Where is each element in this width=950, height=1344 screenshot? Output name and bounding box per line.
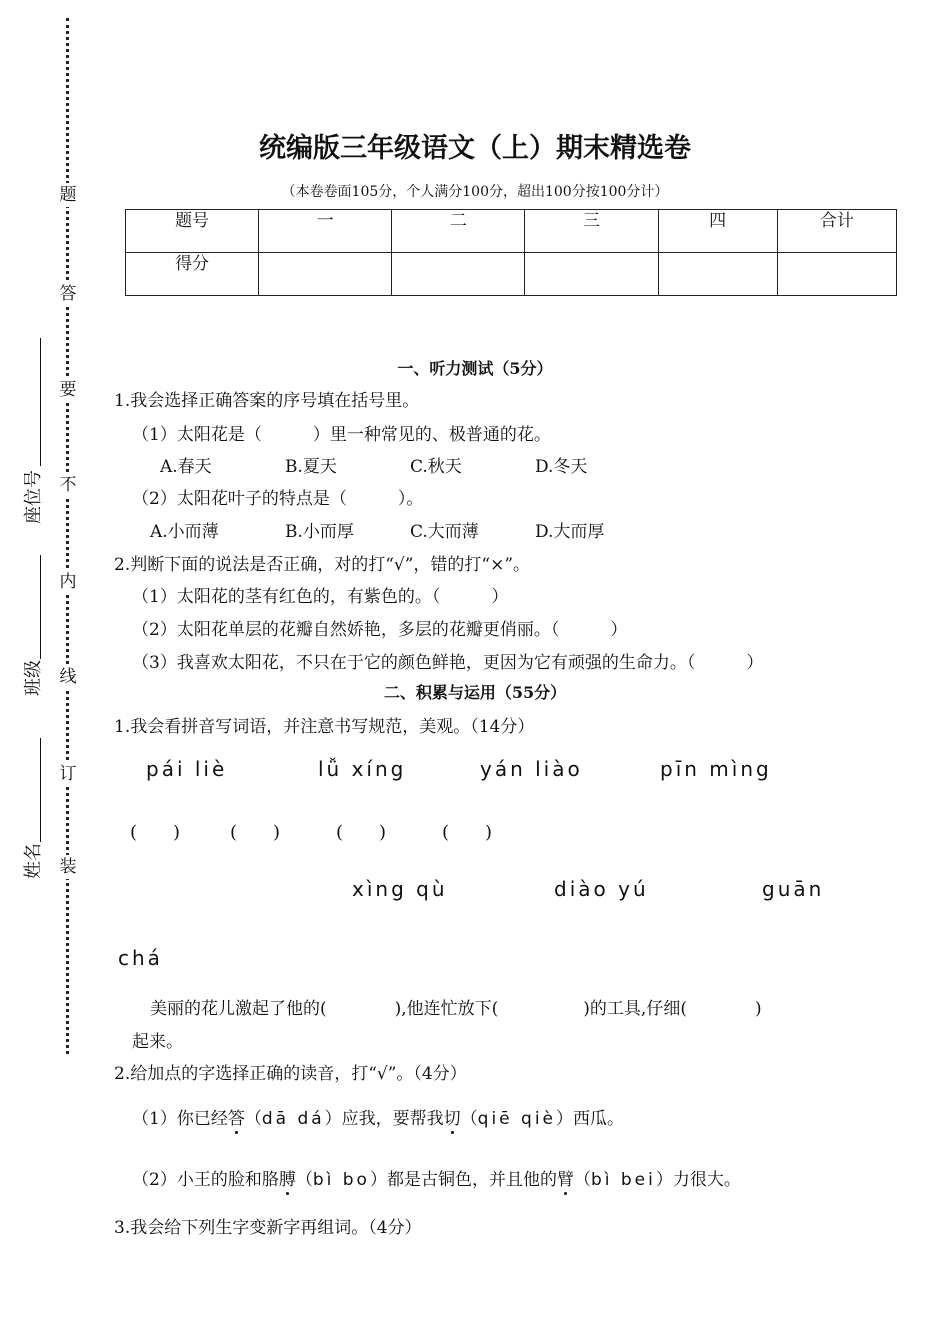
- text-span: ）力很大。: [655, 1170, 741, 1190]
- name-field[interactable]: [8, 738, 52, 888]
- question-text: （1）太阳花是（ ）里一种常见的、极普通的花。: [132, 425, 551, 445]
- pinyin-text: chá: [118, 946, 163, 970]
- text-span: ）应我，要帮我: [324, 1109, 444, 1129]
- seal-char: 装: [59, 857, 77, 877]
- answer-blank[interactable]: ( ): [442, 822, 493, 843]
- option-text: A.小而薄: [150, 522, 219, 542]
- question-text: 2.判断下面的说法是否正确，对的打“√”，错的打“×”。: [114, 555, 531, 575]
- question-text: （2）太阳花叶子的特点是（ ）。: [132, 489, 424, 509]
- pinyin-text: xìng qù: [352, 877, 448, 901]
- seal-char: 题: [59, 185, 77, 205]
- binding-dotted-line: [66, 18, 69, 1054]
- name-label: 姓名: [23, 843, 44, 879]
- option-text: D.冬天: [535, 457, 588, 477]
- option-text: A.春天: [160, 457, 212, 477]
- score-table-cell: 三: [525, 210, 658, 253]
- score-table-cell: 合计: [777, 210, 896, 253]
- answer-blank[interactable]: ( ): [230, 822, 281, 843]
- fill-sentence: 起来。: [132, 1032, 183, 1052]
- pinyin-choice[interactable]: bì bei: [590, 1170, 656, 1190]
- text-span: ）都是古铜色，并且他的: [369, 1170, 557, 1190]
- seat-number-label: 座位号: [23, 470, 44, 524]
- pinyin-choice[interactable]: dā dá: [261, 1109, 325, 1129]
- dotted-char: 切: [443, 1109, 461, 1129]
- score-input-cell[interactable]: [259, 253, 392, 296]
- question-text: （2）太阳花单层的花瓣自然娇艳，多层的花瓣更俏丽。（ ）: [132, 620, 628, 640]
- option-text: B.夏天: [285, 457, 337, 477]
- seal-char: 不: [59, 475, 77, 495]
- score-input-cell[interactable]: [658, 253, 777, 296]
- pinyin-text: guān: [762, 877, 825, 901]
- pinyin-text: diào yú: [554, 877, 649, 901]
- option-text: C.秋天: [410, 457, 462, 477]
- pinyin-choice[interactable]: bì bo: [312, 1170, 370, 1190]
- pinyin-choice[interactable]: qiē qiè: [477, 1109, 557, 1129]
- reading-question: [132, 1165, 741, 1190]
- option-text: B.小而厚: [285, 522, 354, 542]
- reading-question: [132, 1104, 624, 1129]
- name-underline: [40, 738, 41, 842]
- class-label: 班级: [23, 660, 44, 696]
- pinyin-text: pīn mìng: [660, 757, 772, 781]
- question-text: （1）太阳花的茎有红色的，有紫色的。（ ）: [132, 587, 509, 607]
- pinyin-text: pái liè: [146, 757, 228, 781]
- score-table-score-row: [126, 253, 897, 296]
- option-text: C.大而薄: [410, 522, 479, 542]
- text-span: （: [244, 1109, 262, 1129]
- option-text: D.大而厚: [535, 522, 605, 542]
- seal-char: 线: [59, 667, 77, 687]
- score-table-cell: 二: [392, 210, 525, 253]
- seal-char: 订: [59, 764, 77, 784]
- section-heading: 一、听力测试（5分）: [397, 359, 553, 378]
- page-title: 统编版三年级语文（上）期末精选卷: [259, 133, 691, 164]
- score-input-cell[interactable]: [525, 253, 658, 296]
- score-table-cell: 题号: [126, 210, 259, 253]
- score-table-cell: 四: [658, 210, 777, 253]
- dotted-char: 臂: [556, 1170, 574, 1190]
- answer-blank[interactable]: ( ): [130, 822, 181, 843]
- question-text: 1.我会看拼音写词语，并注意书写规范，美观。（14分）: [114, 717, 535, 737]
- text-span: （: [295, 1170, 313, 1190]
- seal-char: 答: [59, 284, 77, 304]
- question-text: 2.给加点的字选择正确的读音，打“√”。（4分）: [114, 1064, 467, 1084]
- seal-char: 内: [59, 572, 77, 592]
- fill-sentence: 美丽的花儿激起了他的( ),他连忙放下( )的工具,仔细( ): [150, 999, 762, 1019]
- question-text: 1.我会选择正确答案的序号填在括号里。: [114, 391, 420, 411]
- score-input-cell[interactable]: [392, 253, 525, 296]
- score-table-header-row: [126, 210, 897, 253]
- dotted-char: 答: [227, 1109, 245, 1129]
- seal-char: 要: [59, 380, 77, 400]
- pinyin-text: yán liào: [480, 757, 583, 781]
- section-heading: 二、积累与运用（55分）: [383, 683, 567, 702]
- text-span: ）西瓜。: [556, 1109, 625, 1129]
- question-text: 3.我会给下列生字变新字再组词。（4分）: [114, 1218, 422, 1238]
- text-span: （: [460, 1109, 478, 1129]
- page-subtitle: （本卷卷面105分，个人满分100分，超出100分按100分计）: [281, 184, 669, 200]
- text-span: （2）小王的脸和胳: [132, 1170, 279, 1190]
- answer-blank[interactable]: ( ): [336, 822, 387, 843]
- score-table-cell: 得分: [126, 253, 259, 296]
- pinyin-text: lǚ xíng: [318, 757, 407, 781]
- text-span: （1）你已经: [132, 1109, 228, 1129]
- dotted-char: 膊: [278, 1170, 296, 1190]
- class-underline: [40, 555, 41, 659]
- score-table-cell: 一: [259, 210, 392, 253]
- question-text: （3）我喜欢太阳花，不只在于它的颜色鲜艳，更因为它有顽强的生命力。（ ）: [132, 653, 764, 673]
- text-span: （: [573, 1170, 591, 1190]
- score-table: [125, 209, 897, 296]
- score-input-cell[interactable]: [777, 253, 896, 296]
